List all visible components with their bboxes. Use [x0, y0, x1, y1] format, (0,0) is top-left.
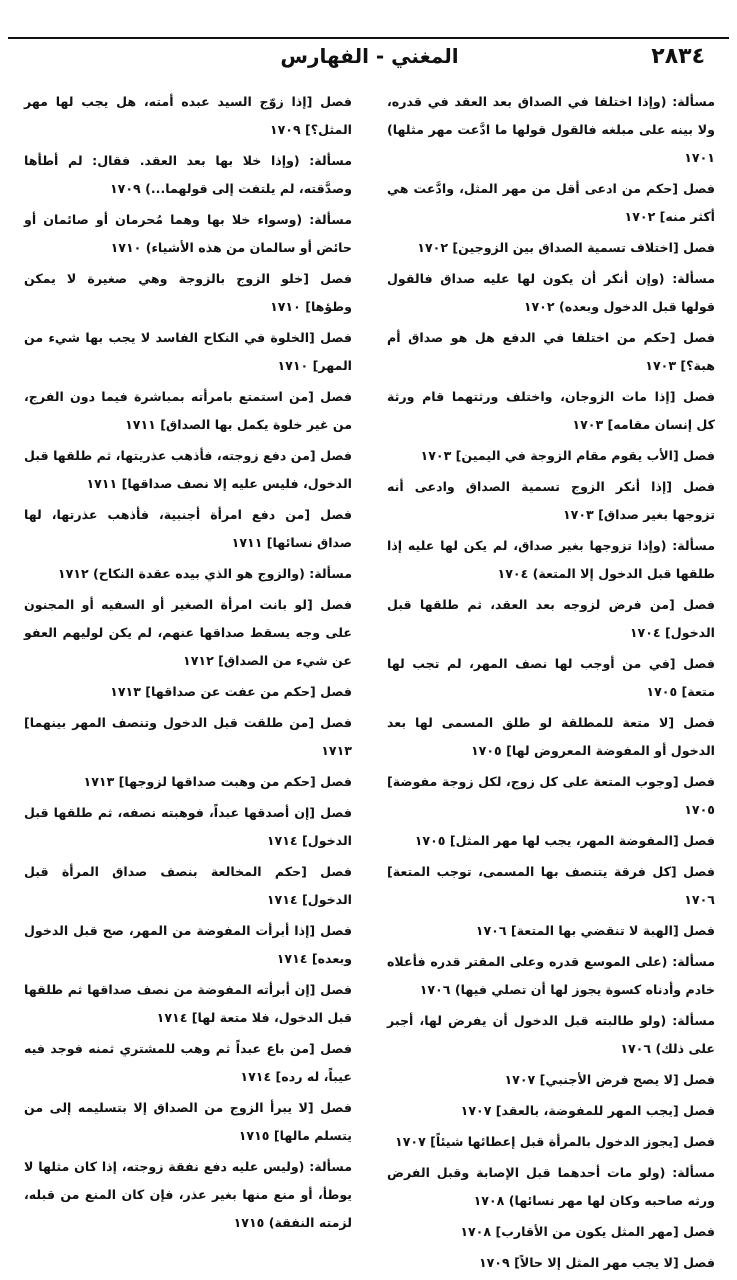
index-entry: فصل [اختلاف تسمية الصداق بين الزوجين] ١٧٠٢	[417, 240, 715, 255]
index-columns	[24, 88, 715, 1280]
index-entry: فصل [يجب المهر للمفوضة، بالعقد] ١٧٠٧	[460, 1103, 715, 1118]
index-entry: فصل [لو بانت امرأة الصغير أو السفيه أو المجنون على وجه يسقط صداقها عنهم، لم يكن لوليهم العفو عن شيء من الصداق] ١٧١٢	[24, 597, 352, 668]
index-entry: مسألة: (وإذا تزوجها بغير صداق، لم يكن لها عليه إذا طلقها قبل الدخول إلا المتعة) ١٧٠٤	[387, 538, 715, 581]
index-entry: فصل [المفوضة المهر، يجب لها مهر المثل] ١٧٠٥	[414, 833, 715, 848]
index-entry: فصل [إن أصدقها عبداً، فوهبته نصفه، ثم طلقها قبل الدخول] ١٧١٤	[24, 805, 352, 848]
index-entry: فصل [وجوب المتعة على كل زوج، لكل زوجة مفوضة] ١٧٠٥	[387, 774, 715, 817]
index-entry: مسألة: (وليس عليه دفع نفقة زوجته، إذا كان مثلها لا يوطأ، أو منع منها بغير عذر، فإن كان المنع من قبله، لزمته النفقة) ١٧١٥	[24, 1159, 352, 1230]
left-column	[24, 88, 352, 1280]
index-entry: فصل [إذا مات الزوجان، واختلف ورثتهما قام ورثة كل إنسان مقامه] ١٧٠٣	[387, 389, 715, 432]
index-entry: مسألة: (ولو مات أحدهما قبل الإصابة وقبل الفرض ورثه صاحبه وكان لها مهر نسائها) ١٧٠٨	[387, 1165, 715, 1208]
index-entry: فصل [من طلقت قبل الدخول وتنصف المهر بينهما] ١٧١٣	[24, 715, 352, 758]
index-entry: فصل [حكم من وهبت صداقها لزوجها] ١٧١٣	[83, 774, 352, 789]
index-entry: فصل [الهبة لا تنقضي بها المتعة] ١٧٠٦	[475, 923, 715, 938]
index-entry: فصل [مهر المثل يكون من الأقارب] ١٧٠٨	[460, 1224, 715, 1239]
index-entry: فصل [من فرض لزوجه بعد العقد، ثم طلقها قبل الدخول] ١٧٠٤	[387, 597, 715, 640]
index-entry: فصل [إذا أبرأت المفوضة من المهر، صح قبل الدخول وبعده] ١٧١٤	[24, 923, 352, 966]
index-entry: فصل [لا يجب مهر المثل إلا حالاً] ١٧٠٩	[478, 1255, 715, 1270]
index-entry: فصل [كل فرقة يتنصف بها المسمى، توجب المتعة] ١٧٠٦	[387, 864, 715, 907]
index-entry: مسألة: (وإن أنكر أن يكون لها عليه صداق فالقول قولها قبل الدخول وبعده) ١٧٠٢	[387, 271, 715, 314]
index-entry: مسألة: (وإذا اختلفا في الصداق بعد العقد في قدره، ولا بينه على مبلغه فالقول قولها ما ادَّعت مهر مثلها) ١٧٠١	[387, 94, 715, 165]
header-rule	[8, 37, 729, 39]
index-entry: فصل [حكم من اختلفا في الدفع هل هو صداق أم هبة؟] ١٧٠٣	[387, 330, 715, 373]
running-title: المغني - الفهارس	[280, 44, 459, 68]
index-entry: مسألة: (ولو طالبته قبل الدخول أن يفرض لها، أجبر على ذلك) ١٧٠٦	[387, 1013, 715, 1056]
page-number: ٢٨٣٤	[651, 44, 705, 69]
index-entry: فصل [يجوز الدخول بالمرأة قبل إعطائها شيئاً] ١٧٠٧	[395, 1134, 715, 1149]
index-entry: مسألة: (وإذا خلا بها بعد العقد. فقال: لم أطأها وصدَّقته، لم يلتفت إلى قولهما...) ١٧٠٩	[24, 153, 352, 196]
index-entry: فصل [لا يبرأ الزوج من الصداق إلا بتسليمه إلى من يتسلم مالها] ١٧١٥	[24, 1100, 352, 1143]
index-entry: فصل [حكم من عفت عن صداقها] ١٧١٣	[110, 684, 352, 699]
index-entry: فصل [إذا زوّج السيد عبده أمته، هل يجب لها مهر المثل؟] ١٧٠٩	[24, 94, 352, 137]
index-entry: فصل [من دفع امرأة أجنبية، فأذهب عذرتها، لها صداق نسائها] ١٧١١	[24, 507, 352, 550]
index-entry: فصل [حكم المخالعة بنصف صداق المرأة قبل الدخول] ١٧١٤	[24, 864, 352, 907]
index-entry: فصل [في من أوجب لها نصف المهر، لم تجب لها متعة] ١٧٠٥	[387, 656, 715, 699]
index-entry: فصل [خلو الزوج بالزوجة وهي صغيرة لا يمكن وطؤها] ١٧١٠	[24, 271, 352, 314]
page-header	[24, 40, 715, 74]
index-entry: مسألة: (على الموسع قدره وعلى المقتر قدره فأعلاه خادم وأدناه كسوة يجوز لها أن تصلي فيها) ١٧٠٦	[387, 954, 715, 997]
index-entry: فصل [من باع عبداً ثم وهب للمشتري ثمنه فوجد فيه عيباً، له رده] ١٧١٤	[24, 1041, 352, 1084]
index-entry: مسألة: (وسواء خلا بها وهما مُحرمان أو صائمان أو حائض أو سالمان من هذه الأشياء) ١٧١٠	[24, 212, 352, 255]
index-entry: فصل [لا يصح فرض الأجنبي] ١٧٠٧	[504, 1072, 715, 1087]
index-entry: فصل [إن أبرأته المفوضة من نصف صداقها ثم طلقها قبل الدخول، فلا متعة لها] ١٧١٤	[24, 982, 352, 1025]
index-entry: فصل [إذا أنكر الزوج تسمية الصداق وادعى أنه تزوجها بغير صداق] ١٧٠٣	[387, 479, 715, 522]
index-entry: فصل [من استمتع بامرأته بمباشرة فيما دون الفرج، من غير خلوة يكمل بها الصداق] ١٧١١	[24, 389, 352, 432]
index-entry: فصل [لا متعة للمطلقة لو طلق المسمى لها بعد الدخول أو المفوضة المعروض لها] ١٧٠٥	[387, 715, 715, 758]
right-column	[387, 88, 715, 1280]
index-entry: فصل [الأب يقوم مقام الزوجة في اليمين] ١٧٠٣	[420, 448, 715, 463]
index-entry: مسألة: (والزوج هو الذي بيده عقدة النكاح) ١٧١٢	[57, 566, 352, 581]
index-entry: فصل [الخلوة في النكاح الفاسد لا يجب بها شيء من المهر] ١٧١٠	[24, 330, 352, 373]
index-entry: فصل [حكم من ادعى أقل من مهر المثل، وادَّعت هي أكثر منه] ١٧٠٢	[387, 181, 715, 224]
index-entry: فصل [من دفع زوجته، فأذهب عذريتها، ثم طلقها قبل الدخول، فليس عليه إلا نصف صداقها] ١٧١١	[24, 448, 352, 491]
